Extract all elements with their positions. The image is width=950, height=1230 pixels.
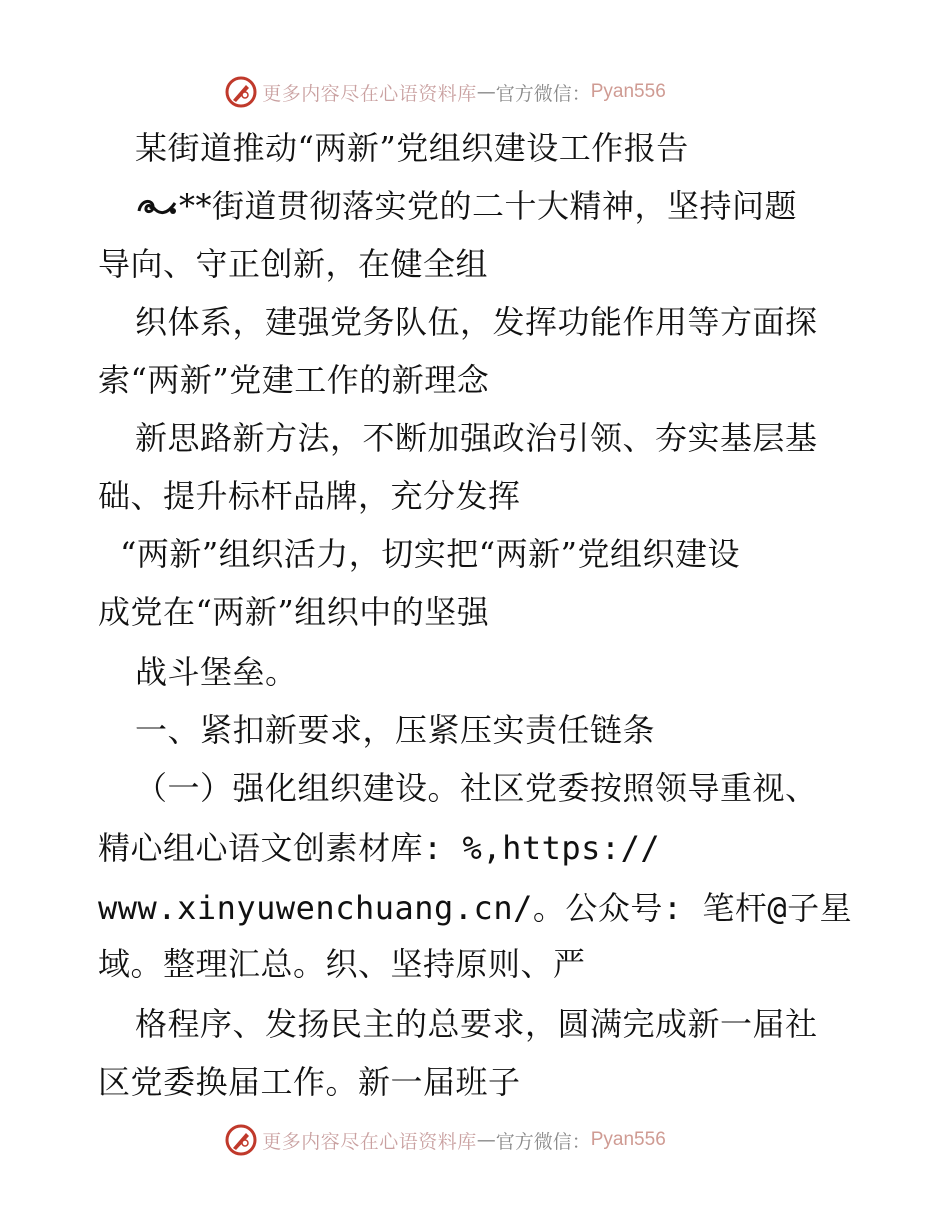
document-title: 某街道推动“两新”党组织建设工作报告 [135,129,689,167]
banner-text: 更多内容尽在心语资料库 [262,1130,477,1153]
paragraph-line: 精心组心语文创素材库: %,https:// [98,829,661,867]
paragraph-line: 新思路新方法，不断加强政治引领、夯实基层基 [135,419,818,457]
paragraph-line: 织体系，建强党务队伍，发挥功能作用等方面探 [135,303,818,341]
paragraph-line: “两新”组织活力，切实把“两新”党组织建设 [120,535,740,573]
banner-wechat-id: Pyan556 [590,1129,666,1150]
paragraph-line: 域。整理汇总。织、坚持原则、严 [98,945,586,983]
banner-dash: — [476,81,496,103]
paragraph-line: 索“两新”党建工作的新理念 [98,361,490,399]
banner-wechat-label: 官方微信： [495,82,591,105]
paragraph-line: 导向、守正创新，在健全组 [98,245,489,283]
paragraph-line: 战斗堡垒。 [135,653,298,691]
paragraph-line: 格程序、发扬民主的总要求，圆满完成新一届社 [135,1005,818,1043]
banner-wechat-id: Pyan556 [590,81,666,102]
footer-banner [0,1120,950,1160]
paragraph-line: 础、提升标杆品牌，充分发挥 [98,477,521,515]
banner-text: 更多内容尽在心语资料库 [262,82,477,105]
paragraph-line [135,186,797,226]
subsection-heading: （一）强化组织建设。社区党委按照领导重视、 [135,769,818,807]
paragraph-line: www.xinyuwenchuang.cn/。公众号: 笔杆@子星 [98,889,853,927]
pen-logo-icon [224,75,258,109]
pen-logo-icon [224,1123,258,1157]
paragraph-line: 区党委换届工作。新一届班子 [98,1063,521,1101]
banner-dash: — [476,1129,496,1151]
paragraph-line-text: **街道贯彻落实党的二十大精神，坚持问题 [179,187,798,225]
ornament-icon [135,191,179,221]
section-heading: 一、紧扣新要求，压紧压实责任链条 [135,711,656,749]
banner-wechat-label: 官方微信： [495,1130,591,1153]
header-banner [0,72,950,112]
paragraph-line: 成党在“两新”组织中的坚强 [98,593,490,631]
